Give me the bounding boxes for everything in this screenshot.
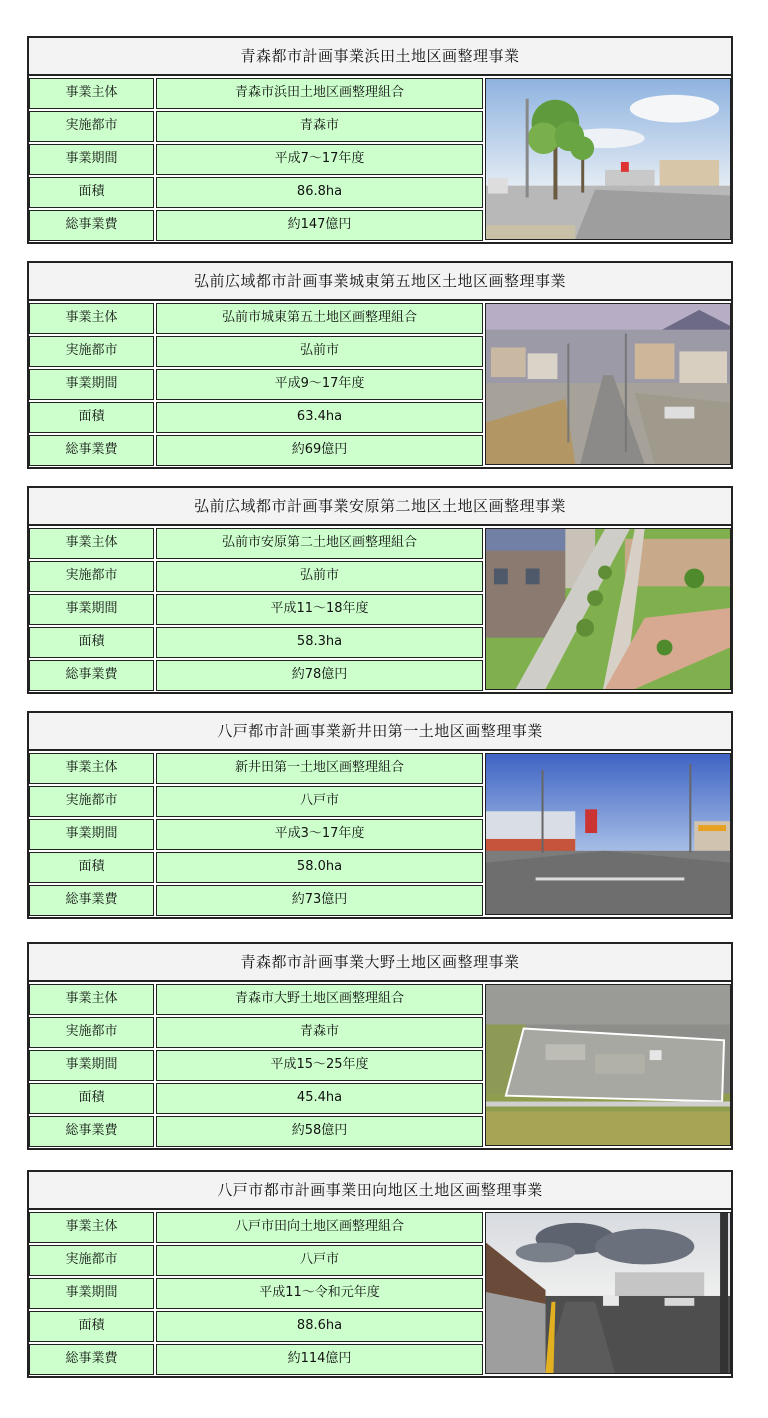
label-city: 実施都市 <box>29 1245 154 1276</box>
value-area: 86.8ha <box>156 177 483 208</box>
label-cost: 総事業費 <box>29 435 154 466</box>
label-cost: 総事業費 <box>29 1116 154 1147</box>
label-area: 面積 <box>29 852 154 883</box>
project-card <box>27 942 733 1150</box>
label-area: 面積 <box>29 402 154 433</box>
value-cost: 約73億円 <box>156 885 483 916</box>
value-area: 63.4ha <box>156 402 483 433</box>
value-entity: 八戸市田向土地区画整理組合 <box>156 1212 483 1243</box>
value-period: 平成9～17年度 <box>156 369 483 400</box>
label-entity: 事業主体 <box>29 753 154 784</box>
label-area: 面積 <box>29 627 154 658</box>
value-city: 八戸市 <box>156 786 483 817</box>
value-city: 青森市 <box>156 1017 483 1048</box>
value-entity: 青森市浜田土地区画整理組合 <box>156 78 483 109</box>
label-city: 実施都市 <box>29 111 154 142</box>
label-city: 実施都市 <box>29 561 154 592</box>
label-city: 実施都市 <box>29 1017 154 1048</box>
value-city: 青森市 <box>156 111 483 142</box>
label-entity: 事業主体 <box>29 303 154 334</box>
value-period: 平成7～17年度 <box>156 144 483 175</box>
value-area: 45.4ha <box>156 1083 483 1114</box>
project-title: 青森都市計画事業浜田土地区画整理事業 <box>29 38 731 76</box>
label-cost: 総事業費 <box>29 660 154 691</box>
value-area: 58.3ha <box>156 627 483 658</box>
value-city: 八戸市 <box>156 1245 483 1276</box>
label-entity: 事業主体 <box>29 78 154 109</box>
label-city: 実施都市 <box>29 336 154 367</box>
label-period: 事業期間 <box>29 1278 154 1309</box>
label-cost: 総事業費 <box>29 1344 154 1375</box>
label-entity: 事業主体 <box>29 984 154 1015</box>
value-period: 平成11～令和元年度 <box>156 1278 483 1309</box>
park-walkway-photo <box>485 528 731 690</box>
project-card <box>27 261 733 469</box>
value-entity: 弘前市城東第五土地区画整理組合 <box>156 303 483 334</box>
label-period: 事業期間 <box>29 819 154 850</box>
label-area: 面積 <box>29 1083 154 1114</box>
value-cost: 約114億円 <box>156 1344 483 1375</box>
label-period: 事業期間 <box>29 594 154 625</box>
project-card <box>27 711 733 919</box>
value-area: 88.6ha <box>156 1311 483 1342</box>
label-period: 事業期間 <box>29 369 154 400</box>
value-period: 平成3～17年度 <box>156 819 483 850</box>
label-area: 面積 <box>29 177 154 208</box>
value-period: 平成11～18年度 <box>156 594 483 625</box>
project-title: 弘前広域都市計画事業城東第五地区土地区画整理事業 <box>29 263 731 301</box>
project-title: 八戸市都市計画事業田向地区土地区画整理事業 <box>29 1172 731 1210</box>
value-entity: 弘前市安原第二土地区画整理組合 <box>156 528 483 559</box>
value-cost: 約69億円 <box>156 435 483 466</box>
value-city: 弘前市 <box>156 336 483 367</box>
value-cost: 約78億円 <box>156 660 483 691</box>
label-period: 事業期間 <box>29 1050 154 1081</box>
label-entity: 事業主体 <box>29 1212 154 1243</box>
residential-road-mountain-photo <box>485 303 731 465</box>
label-entity: 事業主体 <box>29 528 154 559</box>
label-period: 事業期間 <box>29 144 154 175</box>
value-cost: 約147億円 <box>156 210 483 241</box>
label-city: 実施都市 <box>29 786 154 817</box>
project-title: 青森都市計画事業大野土地区画整理事業 <box>29 944 731 982</box>
value-entity: 新井田第一土地区画整理組合 <box>156 753 483 784</box>
label-cost: 総事業費 <box>29 210 154 241</box>
intersection-photo <box>485 753 731 915</box>
value-entity: 青森市大野土地区画整理組合 <box>156 984 483 1015</box>
project-card <box>27 1170 733 1378</box>
project-title: 弘前広域都市計画事業安原第二地区土地区画整理事業 <box>29 488 731 526</box>
road-cloudy-sky-photo <box>485 1212 731 1374</box>
label-area: 面積 <box>29 1311 154 1342</box>
project-card <box>27 486 733 694</box>
value-area: 58.0ha <box>156 852 483 883</box>
project-title: 八戸都市計画事業新井田第一土地区画整理事業 <box>29 713 731 751</box>
value-cost: 約58億円 <box>156 1116 483 1147</box>
value-period: 平成15～25年度 <box>156 1050 483 1081</box>
aerial-district-photo <box>485 984 731 1146</box>
street-with-trees-photo <box>485 78 731 240</box>
label-cost: 総事業費 <box>29 885 154 916</box>
project-card <box>27 36 733 244</box>
value-city: 弘前市 <box>156 561 483 592</box>
